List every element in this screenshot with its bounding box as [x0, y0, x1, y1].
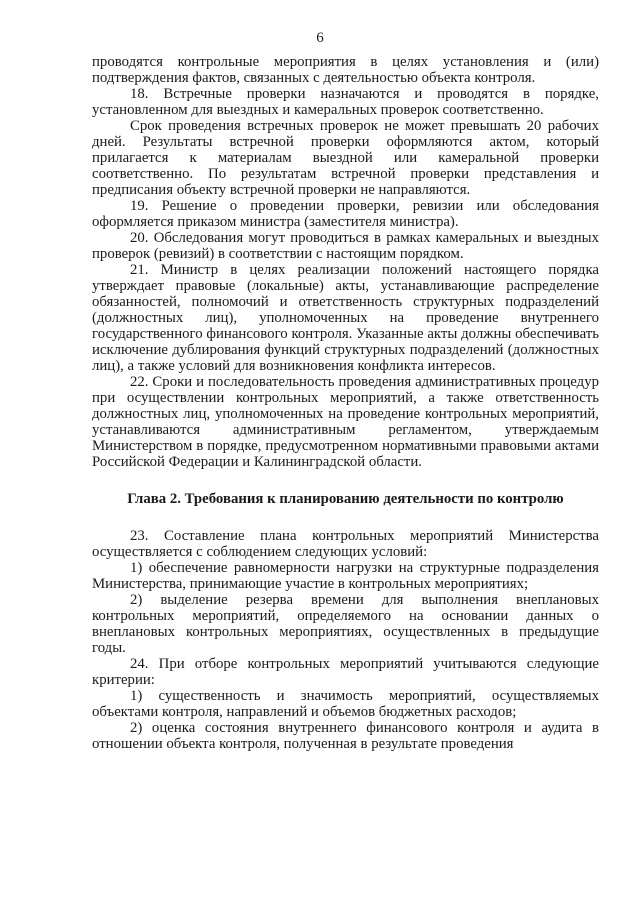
paragraph: 22. Сроки и последовательность проведения административных процедур при осуществлении контрольных мероприятий, а также ответственность должностных лиц, уполномоченных на проведение контрольных мероприятий, устанавливаются административным регламентом, утверждаемым Министерством в порядке, предусмотренном нормативными правовыми актами Российской Федерации и Калининградской области.: [92, 374, 599, 470]
paragraphs-top: [92, 54, 599, 470]
paragraph: 2) выделение резерва времени для выполнения внеплановых контрольных мероприятий, определяемого на основании данных о внеплановых контрольных мероприятиях, осуществленных в предыдущие годы.: [92, 592, 599, 656]
paragraphs-bottom: [92, 528, 599, 752]
paragraph: 1) обеспечение равномерности нагрузки на структурные подразделения Министерства, принимающие участие в контрольных мероприятиях;: [92, 560, 599, 592]
paragraph: 23. Составление плана контрольных мероприятий Министерства осуществляется с соблюдением следующих условий:: [92, 528, 599, 560]
paragraph: проводятся контрольные мероприятия в целях установления и (или) подтверждения фактов, связанных с деятельностью объекта контроля.: [92, 54, 599, 86]
chapter-heading: Глава 2. Требования к планированию деятельности по контролю: [127, 491, 564, 507]
paragraph: 21. Министр в целях реализации положений настоящего порядка утверждает правовые (локальные) акты, устанавливающие распределение обязанностей, полномочий и ответственность структурных подразделений (должностных лиц), уполномоченных на проведение внутреннего государственного финансового контроля. Указанные акты должны обеспечивать исключение дублирования функций структурных подразделений (должностных лиц), а также условий для возникновения конфликта интересов.: [92, 262, 599, 374]
paragraph: 1) существенность и значимость мероприятий, осуществляемых объектами контроля, направлений и объемов бюджетных расходов;: [92, 688, 599, 720]
paragraph: 20. Обследования могут проводиться в рамках камеральных и выездных проверок (ревизий) в соответствии с настоящим порядком.: [92, 230, 599, 262]
paragraph: 2) оценка состояния внутреннего финансового контроля и аудита в отношении объекта контроля, полученная в результате проведения: [92, 720, 599, 752]
page-number: 6: [316, 30, 324, 46]
paragraph: Срок проведения встречных проверок не может превышать 20 рабочих дней. Результаты встречной проверки оформляются актом, который прилагается к материалам выездной или камеральной проверки соответственно. По результатам встречной проверки представления и предписания объекту встречной проверки не направляются.: [92, 118, 599, 198]
paragraph: 19. Решение о проведении проверки, ревизии или обследования оформляется приказом министра (заместителя министра).: [92, 198, 599, 230]
paragraph: 24. При отборе контрольных мероприятий учитываются следующие критерии:: [92, 656, 599, 688]
document-body: [92, 54, 599, 752]
paragraph: 18. Встречные проверки назначаются и проводятся в порядке, установленном для выездных и камеральных проверок соответственно.: [92, 86, 599, 118]
